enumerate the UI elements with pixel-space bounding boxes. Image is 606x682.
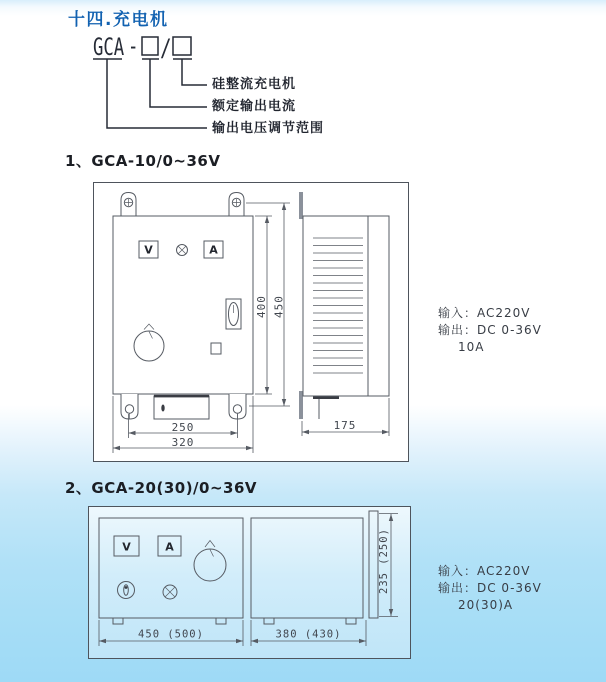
side-foot [313, 397, 339, 400]
foot-left [113, 618, 123, 624]
legend-connector-voltage-range [107, 59, 207, 128]
model-prefix: GCA [93, 33, 125, 61]
dimension-lines [99, 514, 398, 647]
indicator-lamp-icon [163, 585, 177, 599]
section1-specs [438, 305, 542, 356]
adjust-knob [194, 541, 226, 582]
plug-icon [161, 405, 164, 412]
dim-inner-height-label: 400 [255, 295, 268, 318]
voltmeter-label: V [144, 243, 153, 257]
dim-depth-label: 175 [333, 419, 357, 432]
wall-bracket-top [299, 192, 303, 219]
mounting-foot-left [121, 394, 138, 419]
foot-right [346, 618, 356, 624]
model-voltage-box [173, 37, 191, 55]
gca10-technical-drawing [94, 183, 408, 461]
spec-output: 输出：DC 0-36V [438, 581, 542, 595]
front-view [113, 193, 253, 420]
cabinet-body [99, 518, 243, 618]
page-title: 十四.充电机 [68, 10, 169, 30]
spec-output: 输出：DC 0-36V [438, 323, 542, 337]
section2-specs [438, 563, 542, 614]
wall-bracket-bottom [299, 391, 303, 419]
section2-drawing-panel [88, 506, 411, 659]
section2-heading: 2、GCA-20(30)/0~36V [65, 479, 258, 497]
power-switch-icon [118, 582, 135, 599]
model-slash: / [160, 35, 172, 63]
cabinet-side [251, 518, 363, 618]
ammeter-label: A [209, 243, 218, 257]
legend-label-rectifier: 硅整流充电机 [212, 77, 297, 92]
section1-drawing-panel [93, 182, 409, 462]
side-view [299, 192, 389, 419]
dim-width-label: 320 [171, 436, 195, 449]
dim-height-label: 235 (250) [378, 528, 390, 594]
cabinet-side [303, 216, 389, 396]
side-view [251, 511, 378, 624]
dim-width-label: 450 (500) [138, 628, 204, 641]
legend-label-voltage-range: 输出电压调节范围 [212, 121, 325, 136]
ammeter-label: A [165, 540, 174, 554]
front-view [99, 518, 243, 624]
dim-outer-height-label: 450 [272, 295, 286, 318]
foot-right [216, 618, 226, 624]
legend-connector-rated-current [150, 59, 207, 107]
section1-heading: 1、GCA-10/0~36V [65, 152, 221, 170]
gca20-technical-drawing [89, 507, 410, 658]
cabinet-body [113, 216, 253, 394]
spec-input: 输入：AC220V [438, 564, 531, 578]
spec-input: 输入：AC220V [438, 306, 531, 320]
model-current-box [142, 37, 158, 55]
model-code-diagram [88, 30, 218, 135]
spec-current: 20(30)A [458, 598, 514, 612]
foot-left [264, 618, 274, 624]
dim-feet-span-label: 250 [171, 421, 195, 434]
model-dash: - [128, 32, 139, 60]
spec-current: 10A [458, 340, 485, 354]
terminal-cover [154, 395, 209, 419]
front-panel-edge [369, 511, 378, 618]
legend-label-rated-current: 额定输出电流 [212, 99, 297, 114]
voltmeter-label: V [122, 540, 131, 554]
dim-depth-label: 380 (430) [275, 628, 342, 641]
legend-connector-rectifier [182, 59, 207, 85]
